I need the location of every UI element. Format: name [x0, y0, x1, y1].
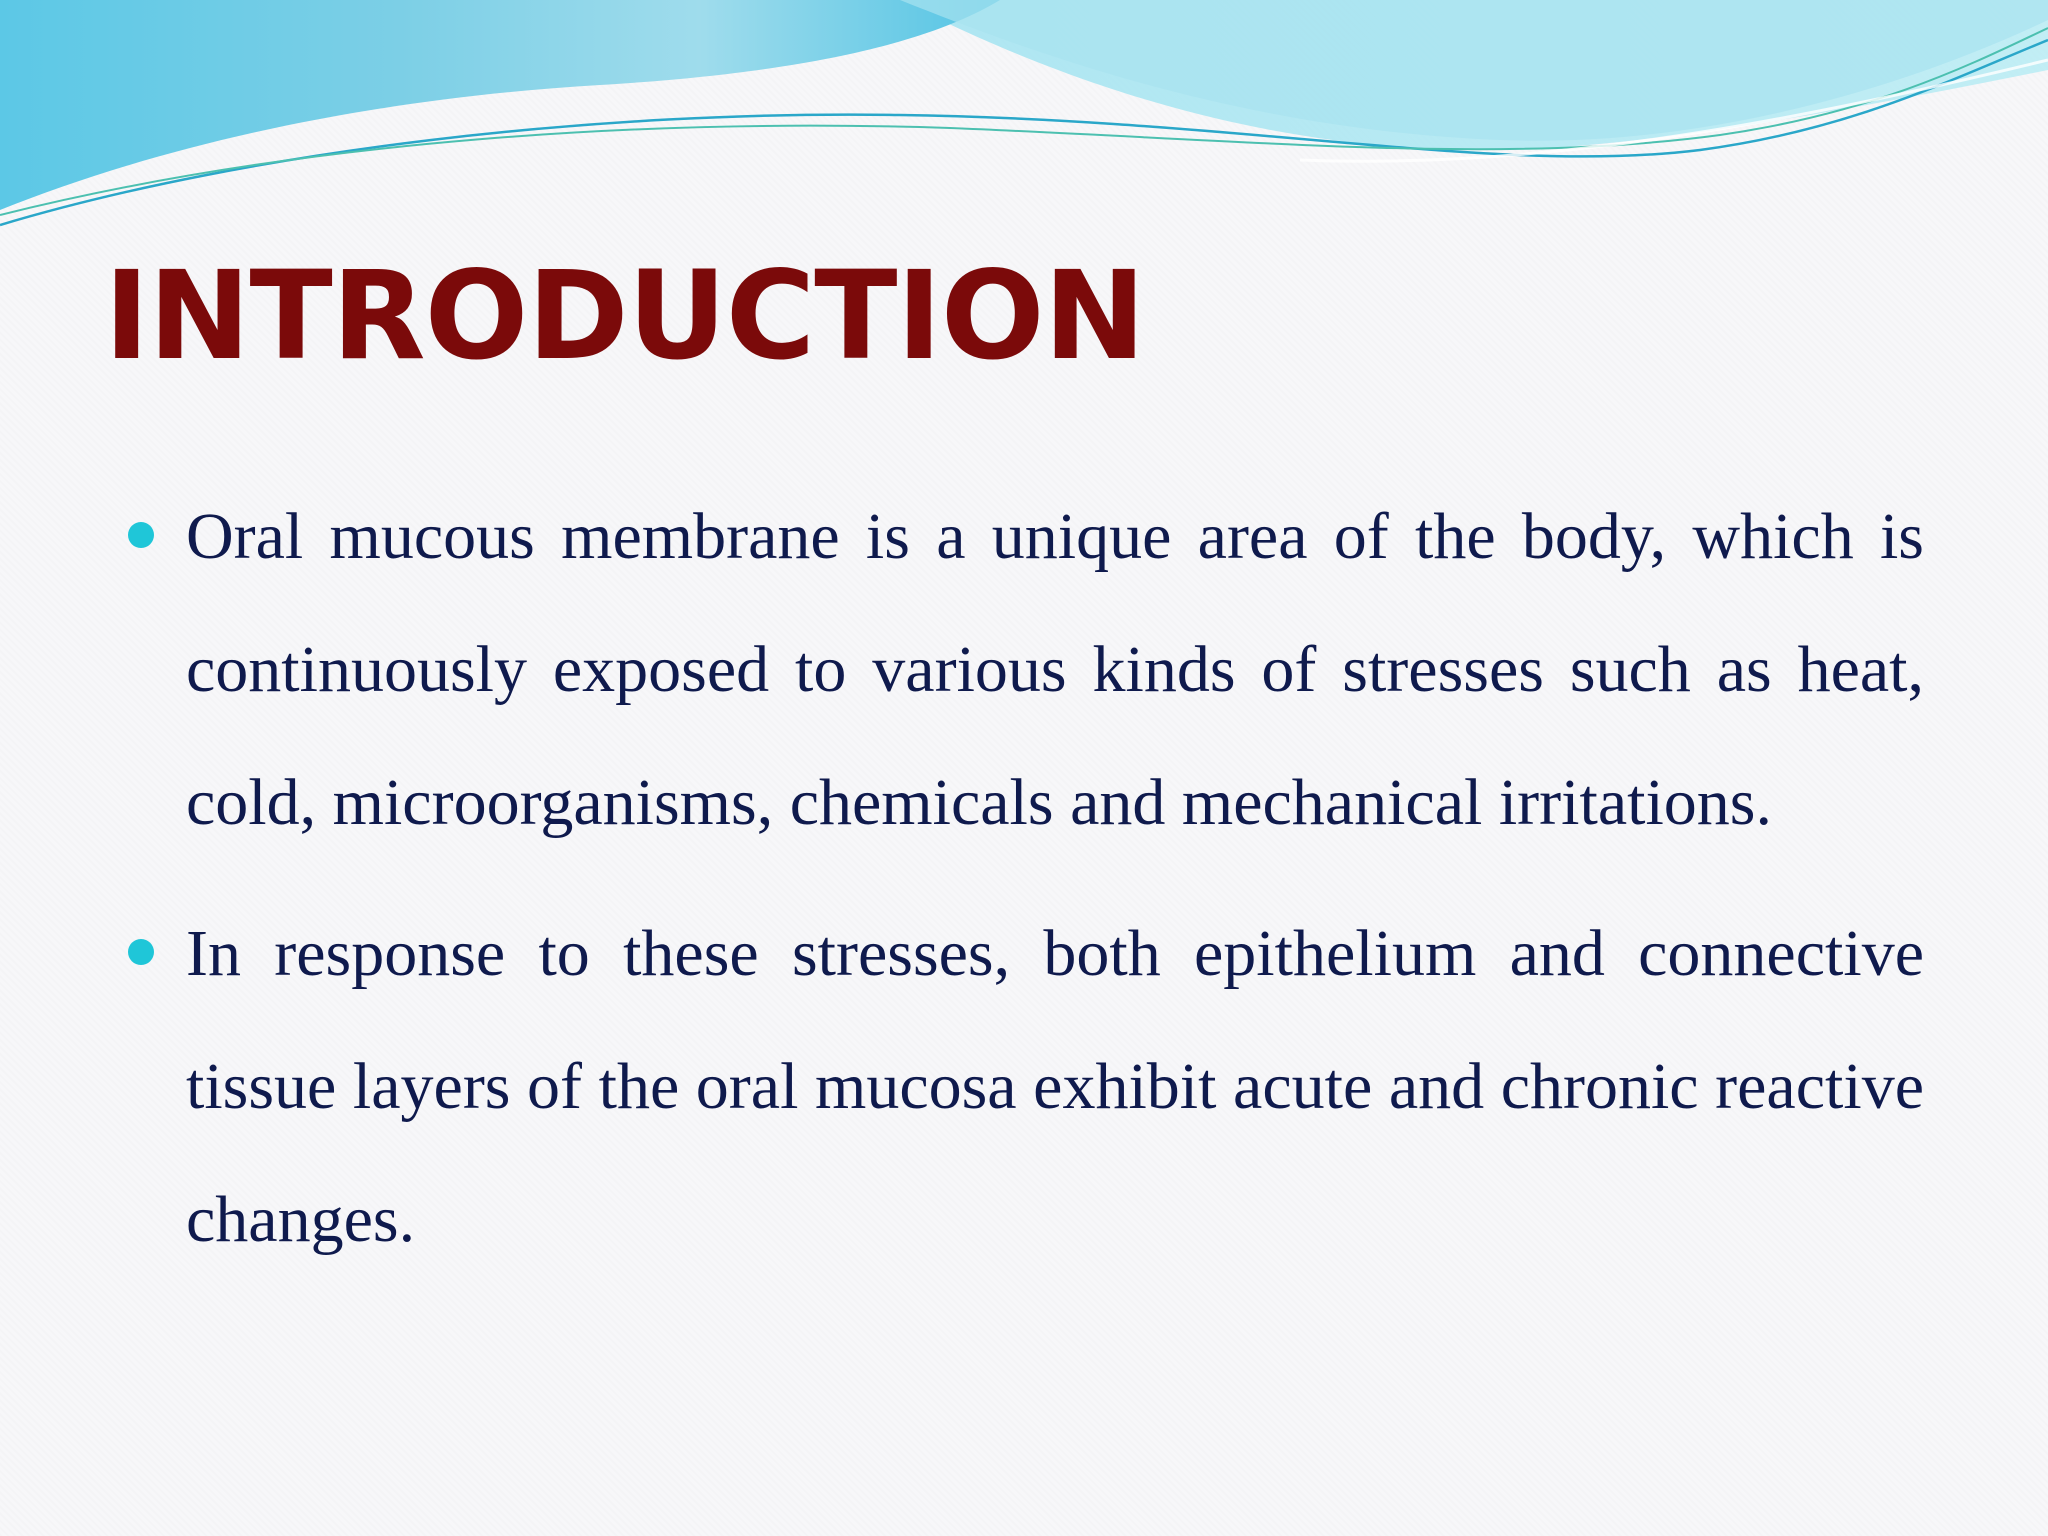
- bullet-text: In response to these stresses, both epithelium and connective tissue layers of the oral mucosa exhibit acute and chronic reactive changes.: [186, 917, 1924, 1256]
- slide-title: INTRODUCTION: [104, 245, 1145, 387]
- bullet-dot-icon: [128, 522, 154, 548]
- bullet-item: [186, 887, 1924, 1286]
- bullet-list: [0, 470, 2048, 1304]
- bullet-item: [186, 470, 1924, 869]
- header-wave-decoration: [0, 0, 2048, 260]
- bullet-text: Oral mucous membrane is a unique area of the body, which is continuously exposed to various kinds of stresses such as heat, cold, microorganisms, chemicals and mechanical irritations.: [186, 500, 1924, 839]
- bullet-dot-icon: [128, 939, 154, 965]
